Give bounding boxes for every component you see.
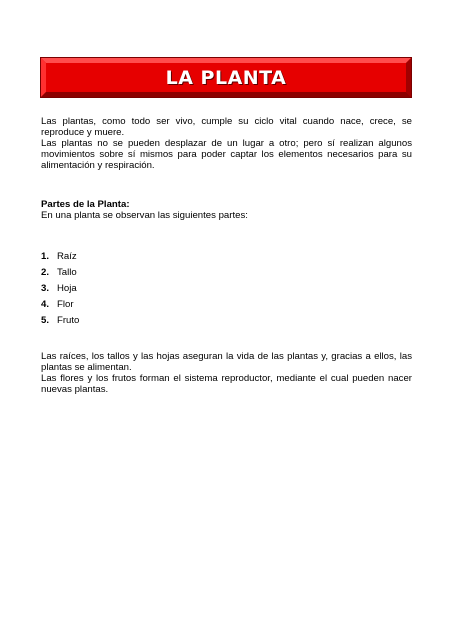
list-item-number: 4. <box>41 299 50 310</box>
banner-bevel-bottom <box>41 92 411 97</box>
list-item <box>41 251 79 267</box>
list-item <box>41 299 79 315</box>
banner-bevel-right <box>406 58 411 97</box>
intro-paragraph-2: Las plantas no se pueden desplazar de un lugar a otro; pero sí realizan algunos movimientos sobre sí mismos para poder captar los elementos necesarios para su alimentación y respiración. <box>41 138 412 171</box>
list-item <box>41 267 79 283</box>
parts-heading: Partes de la Planta: <box>41 199 130 210</box>
banner-frame <box>40 57 412 98</box>
list-item-label: Tallo <box>57 267 77 278</box>
list-item-number: 3. <box>41 283 50 294</box>
parts-intro: En una planta se observan las siguientes partes: <box>41 210 248 221</box>
page-title: LA PLANTA <box>165 66 287 89</box>
parts-list <box>41 251 79 331</box>
list-item-number: 5. <box>41 315 50 326</box>
banner-face <box>46 63 406 92</box>
list-item-label: Flor <box>57 299 74 310</box>
intro-paragraph-1: Las plantas, como todo ser vivo, cumple su ciclo vital cuando nace, crece, se reproduce y muere. <box>41 116 412 138</box>
title-banner <box>40 57 412 98</box>
list-item-number: 1. <box>41 251 50 262</box>
list-item-label: Fruto <box>57 315 80 326</box>
closing-paragraph-1: Las raíces, los tallos y las hojas aseguran la vida de las plantas y, gracias a ellos, las plantas se alimentan. <box>41 351 412 373</box>
list-item-number: 2. <box>41 267 50 278</box>
list-item-label: Raíz <box>57 251 77 262</box>
list-item <box>41 315 79 331</box>
list-item <box>41 283 79 299</box>
closing-paragraph-2: Las flores y los frutos forman el sistema reproductor, mediante el cual pueden nacer nuevas plantas. <box>41 373 412 395</box>
list-item-label: Hoja <box>57 283 77 294</box>
